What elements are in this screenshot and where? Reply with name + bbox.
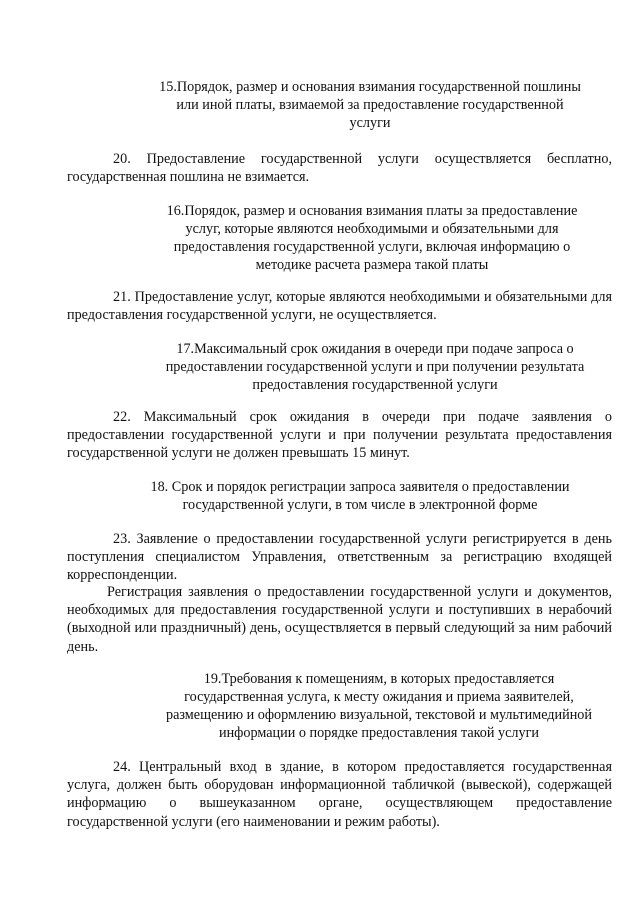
heading-line: услуг, которые являются необходимыми и обязательными для <box>185 221 559 237</box>
section-heading-19 <box>140 670 618 742</box>
heading-line: 17.Максимальный срок ожидания в очереди при подаче запроса о <box>176 341 574 357</box>
heading-line: 18. Срок и порядок регистрации запроса заявителя о предоставлении <box>150 479 570 495</box>
paragraph-23: 23. Заявление о предоставлении государственной услуги регистрируется в день поступления специалистом Управления, ответственным за регистрацию входящей корреспонденции. <box>67 531 612 584</box>
paragraph-22: 22. Максимальный срок ожидания в очереди при подаче заявления о предоставлении государственной услуги и при получении результата предоставления государственной услуги не должен превышать 15 минут. <box>67 409 612 462</box>
section-heading-17 <box>140 340 610 394</box>
heading-line: информации о порядке предоставления такой услуги <box>218 725 540 741</box>
heading-line: государственная услуга, к месту ожидания и приема заявителей, <box>184 689 574 705</box>
paragraph-23-continued: Регистрация заявления о предоставлении государственной услуги и документов, необходимых для предоставления государственной услуги и поступивших в нерабочий (выходной или праздничный) день, осуществляется в первый следующий за ним рабочий день. <box>67 584 612 655</box>
heading-line: государственной услуги, в том числе в электронной форме <box>182 497 538 513</box>
section-heading-15 <box>130 78 610 132</box>
paragraph-21: 21. Предоставление услуг, которые являются необходимыми и обязательными для предоставления государственной услуги, не осуществляется. <box>67 289 612 324</box>
section-heading-16 <box>142 202 602 274</box>
heading-line: предоставления государственной услуги <box>252 377 498 393</box>
heading-line: или иной платы, взимаемой за предоставление государственной <box>176 97 564 113</box>
heading-line: предоставлении государственной услуги и при получении результата <box>165 359 585 375</box>
section-heading-18 <box>120 478 600 514</box>
heading-line: размещению и оформлению визуальной, текстовой и мультимедийной <box>166 707 592 723</box>
heading-line: 19.Требования к помещениям, в которых предоставляется <box>203 671 555 687</box>
heading-line: методике расчета размера такой платы <box>255 257 489 273</box>
paragraph-24: 24. Центральный вход в здание, в котором предоставляется государственная услуга, должен быть оборудован информационной табличкой (вывеской), содержащей информацию о вышеуказанном органе, осуществляющем предоставление государственной услуги (его наименовании и режим работы). <box>67 759 612 830</box>
paragraph-20: 20. Предоставление государственной услуги осуществляется бесплатно, государственная пошлина не взимается. <box>67 151 612 186</box>
heading-line: 16.Порядок, размер и основания взимания платы за предоставление <box>166 203 578 219</box>
heading-line: предоставления государственной услуги, включая информацию о <box>173 239 571 255</box>
heading-line: услуги <box>349 115 391 131</box>
heading-line: 15.Порядок, размер и основания взимания государственной пошлины <box>159 79 581 95</box>
